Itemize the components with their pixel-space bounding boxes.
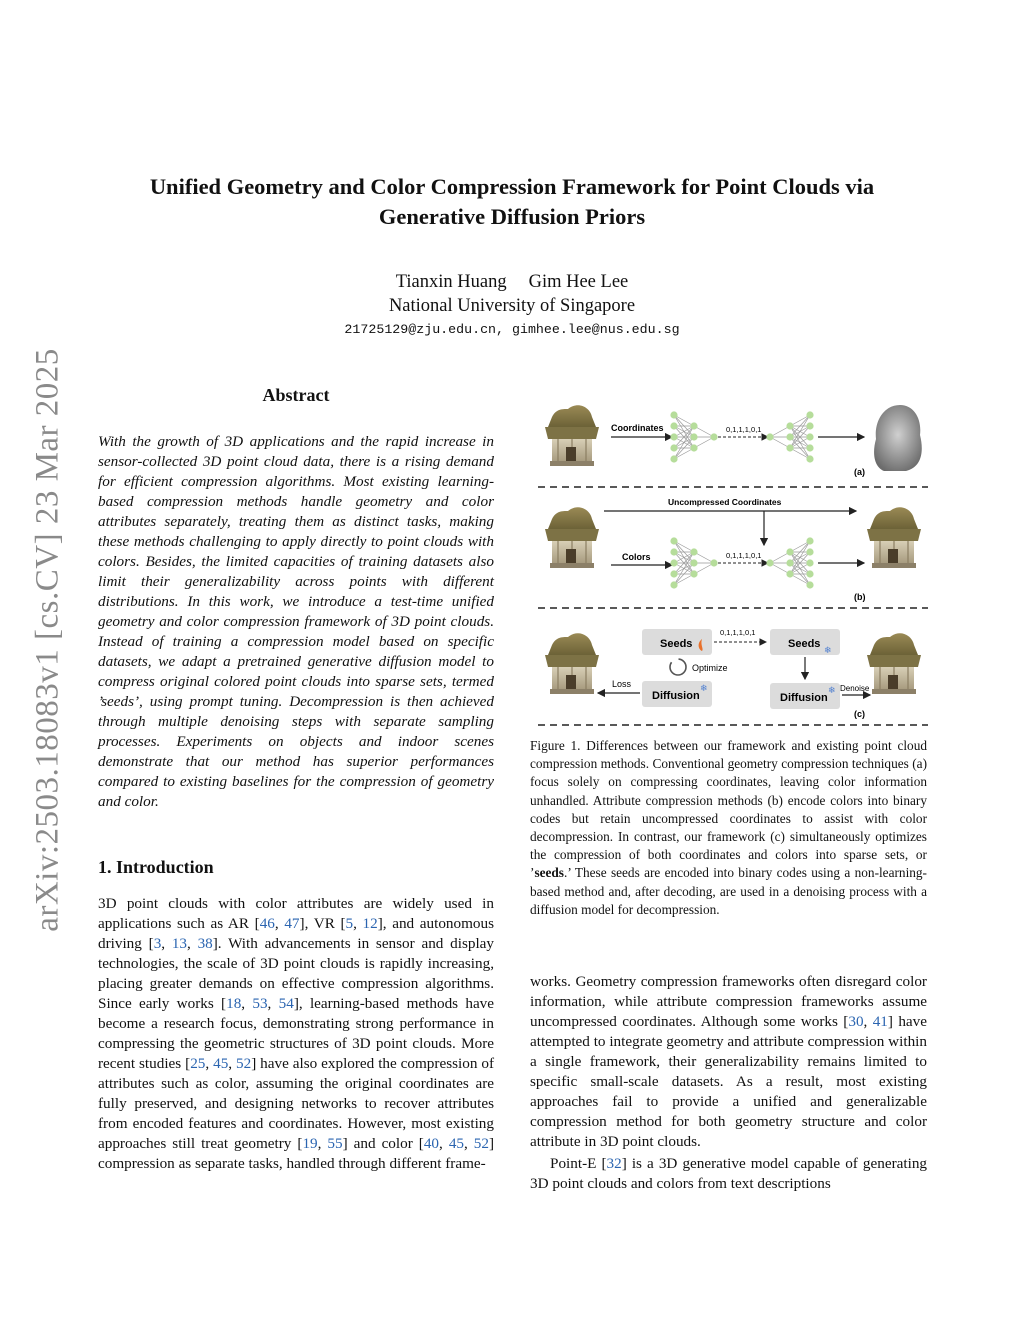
network-node: [710, 433, 717, 440]
network-node: [670, 559, 677, 566]
citation-link[interactable]: 52: [473, 1135, 489, 1152]
network-node: [670, 581, 677, 588]
citation-link[interactable]: 46: [259, 915, 275, 932]
network-node: [670, 444, 677, 451]
point-cloud-house-icon: [545, 633, 599, 694]
label-loss: Loss: [612, 679, 632, 689]
network-node: [786, 548, 793, 555]
network-node: [806, 422, 813, 429]
network-node: [806, 537, 813, 544]
intro-text: ]. With advancements in sensor and display technologies, the scale of 3D point clouds is rapidly increasing, placing greater demands on effective compression algorithms. Since early works [: [98, 935, 495, 1012]
caption-bold: seeds: [534, 865, 564, 881]
network-node: [806, 444, 813, 451]
label-coordinates: Coordinates: [611, 423, 664, 433]
citation-link[interactable]: 45: [448, 1135, 464, 1152]
citation-link[interactable]: 40: [423, 1135, 440, 1152]
label-colors: Colors: [622, 552, 651, 562]
author-2: Gim Hee Lee: [528, 272, 629, 292]
arxiv-stamp-text: arXiv:2503.18083v1 [cs.CV] 23 Mar 2025: [29, 348, 66, 932]
label-diffusion-left: Diffusion: [652, 690, 700, 702]
network-node: [786, 422, 793, 429]
introduction-heading: 1. Introduction: [98, 857, 214, 877]
network-node: [766, 559, 773, 566]
title-line-2: Generative Diffusion Priors: [378, 204, 646, 229]
citation-link[interactable]: 13: [171, 935, 188, 952]
label-uncompressed-coordinates: Uncompressed Coordinates: [668, 497, 782, 507]
network-node: [690, 433, 697, 440]
snowflake-icon: ❄: [824, 645, 832, 655]
intro-text: ], learning-based methods have become a research focus, demonstrating strong performance in compressing the geometric structures of 3D point clouds. More recent studies [: [98, 995, 495, 1072]
network-node: [670, 537, 677, 544]
paragraph: works. Geometry compression frameworks often disregard color information, while attribute compression frameworks assume uncompressed coordinates. Although some works [30, 41] have attempted to integrate geometry and attribute compression within a single framework, their generalizability remains limited to specific small-scale datasets. As a result, most existing approaches fail to provide a unified and generalizable compression method for both geometry structure and color attribute in 3D point clouds.: [530, 973, 927, 1150]
right-column-text: [530, 972, 927, 1196]
network-node: [786, 559, 793, 566]
network-node: [766, 433, 773, 440]
network-node: [806, 570, 813, 577]
author-list: [60, 270, 964, 295]
figure-caption: [530, 737, 927, 919]
citation-link[interactable]: 52: [236, 1055, 252, 1072]
caption-text: Figure 1. Differences between our framework and existing point cloud compression methods. Conventional geometry compression techniques (a) focus solely on compressing coordinates, leaving color information unhandled. Attribute compression methods (b) encode colors into binary codes but retain uncompressed coordinates to assist with color decompression. In contrast, our framework (c) simultaneously optimizes the compression of both coordinates and colors into sparse sets, or ’: [530, 738, 927, 881]
label-binary-code-c: 0,1,1,1,0,1: [720, 628, 756, 637]
network-node: [670, 455, 677, 462]
affiliation: National University of Singapore: [388, 296, 636, 316]
body-text: works. Geometry compression frameworks often disregard color information, while attribute compression frameworks assume uncompressed coordinates. Although some works [: [530, 973, 927, 1030]
abstract-heading: Abstract: [262, 385, 330, 405]
network-node: [806, 433, 813, 440]
citation-link[interactable]: 5: [345, 915, 354, 932]
network-node: [786, 444, 793, 451]
citation-link[interactable]: 30: [848, 1013, 864, 1030]
network-node: [806, 548, 813, 555]
body-text: Point-E [: [550, 1155, 607, 1172]
paper-title: [60, 172, 964, 232]
network-node: [786, 433, 793, 440]
paragraph: [530, 1154, 927, 1194]
network-node: [670, 422, 677, 429]
network-node: [670, 548, 677, 555]
label-binary-code-b: 0,1,1,1,0,1: [726, 551, 762, 560]
citation-link[interactable]: 32: [606, 1155, 622, 1172]
label-denoise: Denoise: [840, 684, 870, 693]
network-node: [690, 570, 697, 577]
decoder-network-icon: [766, 537, 813, 588]
citation-link[interactable]: 38: [197, 935, 213, 952]
citation-link[interactable]: 54: [278, 995, 294, 1012]
intro-text: ], VR [: [299, 915, 346, 932]
decoder-network-icon: [766, 411, 813, 462]
citation-link[interactable]: 18: [226, 995, 242, 1012]
panel-c: [545, 628, 921, 719]
point-cloud-house-icon: [867, 633, 921, 694]
citation-link[interactable]: 12: [362, 915, 378, 932]
optimize-cycle-icon: [670, 659, 686, 675]
network-node: [670, 570, 677, 577]
label-binary-code-a: 0,1,1,1,0,1: [726, 425, 762, 434]
network-node: [710, 559, 717, 566]
label-seeds-right: Seeds: [788, 638, 821, 650]
gray-point-cloud-icon: [874, 405, 922, 471]
citation-link[interactable]: 45: [213, 1055, 229, 1072]
label-c: (c): [854, 709, 865, 719]
citation-link[interactable]: 47: [284, 915, 300, 932]
citation-link[interactable]: 3: [153, 935, 162, 952]
label-diffusion-right: Diffusion: [780, 692, 828, 704]
citation-link[interactable]: 41: [872, 1013, 888, 1030]
network-node: [690, 559, 697, 566]
snowflake-icon: ❄: [828, 685, 836, 695]
network-node: [670, 433, 677, 440]
panel-a: [545, 405, 922, 477]
label-b: (b): [854, 592, 866, 602]
intro-text: ], and autonomous driving [: [98, 915, 495, 952]
caption-text: .’ These seeds are encoded into binary codes using a non-learning-based method and, after decoding, are used in a denoising process with a diffusion model for decompression.: [530, 865, 927, 917]
panel-b: [545, 497, 921, 602]
point-cloud-house-icon: [545, 405, 599, 466]
point-cloud-house-icon: [867, 507, 921, 568]
network-node: [690, 444, 697, 451]
encoder-network-icon: [670, 537, 717, 588]
network-node: [690, 548, 697, 555]
citation-link[interactable]: 53: [252, 995, 268, 1012]
label-a: (a): [854, 467, 865, 477]
network-node: [786, 570, 793, 577]
intro-text: ] have also explored the compression of attributes such as color, assuming the original coordinates are fully preserved, and designing networks to recover attributes from encoded features and coordinates. However, most existing approaches still treat geometry [: [98, 1055, 494, 1152]
citation-link[interactable]: 19: [302, 1135, 318, 1152]
encoder-network-icon: [670, 411, 717, 462]
label-optimize: Optimize: [692, 663, 728, 673]
network-node: [670, 411, 677, 418]
body-text: ] is a 3D generative model capable of generating 3D point clouds and colors from text descriptions: [530, 1155, 928, 1192]
figure-1: [534, 395, 930, 730]
intro-text: ] compression as separate tasks, handled through different frame-: [98, 1135, 495, 1172]
network-node: [806, 411, 813, 418]
abstract-body: With the growth of 3D applications and the rapid increase in sensor-collected 3D point cloud data, there is a rising demand for efficient compression algorithms. Most existing learning-based compression methods handle geometry and color attributes separately, treating them as distinct tasks, making these methods challenging to apply directly to point clouds with colors. Besides, the limited capacities of training datasets also limit their generalizability across points with different distributions. In this work, we introduce a test-time unified geometry and color compression framework of 3D point clouds. Instead of training a compression model based on specific datasets, we adapt a pretrained generative diffusion model to compress original colored point clouds into sparse sets, termed ’seeds’, using prompt tuning. Decompression is then achieved through multiple denoising steps with separate sampling processes. Experiments on objects and indoor scenes demonstrate that our method has superior performances compared to existing baselines for the compression of geometry and color.: [98, 433, 494, 810]
body-text: ] have attempted to integrate geometry and attribute compression within a single framework, their generalizability remains limited to specific small-scale datasets. As a result, most existing approaches fail to provide a unified and generalizable compression method for both geometry structure and color attribute in 3D point clouds.: [530, 1013, 927, 1150]
point-cloud-house-icon: [545, 507, 599, 568]
intro-text: ] and color [: [342, 1135, 424, 1152]
network-node: [806, 455, 813, 462]
citation-link[interactable]: 25: [190, 1055, 206, 1072]
introduction-paragraph: 3D point clouds with color attributes are widely used in applications such as AR [46, 47], VR [5, 12], and autonomous driving [3, 13, 38]. With advancements in sensor and display technologies, the scale of 3D point clouds is rapidly increasing, placing greater demands on effective compression algorithms. Since early works [18, 53, 54], learning-based methods have become a research focus, demonstrating strong performance in compressing the geometric structures of 3D point clouds. More recent studies [25, 45, 52] have also explored the compression of attributes such as color, assuming the original coordinates are fully preserved, and designing networks to recover attributes from encoded features and coordinates. However, most existing approaches still treat geometry [19, 55] and color [40, 45, 52] compression as separate tasks, handled through different frame-: [98, 895, 495, 1172]
label-seeds-left: Seeds: [660, 638, 693, 650]
citation-link[interactable]: 55: [327, 1135, 343, 1152]
snowflake-icon: ❄: [700, 683, 708, 693]
title-line-1: Unified Geometry and Color Compression Framework for Point Clouds via: [149, 174, 875, 199]
author-emails: 21725129@zju.edu.cn, gimhee.lee@nus.edu.sg: [344, 322, 680, 337]
network-node: [806, 581, 813, 588]
network-node: [806, 559, 813, 566]
intro-text: 3D point clouds with color attributes are widely used in applications such as AR [: [98, 895, 494, 932]
author-1: Tianxin Huang: [395, 272, 507, 292]
network-node: [690, 422, 697, 429]
